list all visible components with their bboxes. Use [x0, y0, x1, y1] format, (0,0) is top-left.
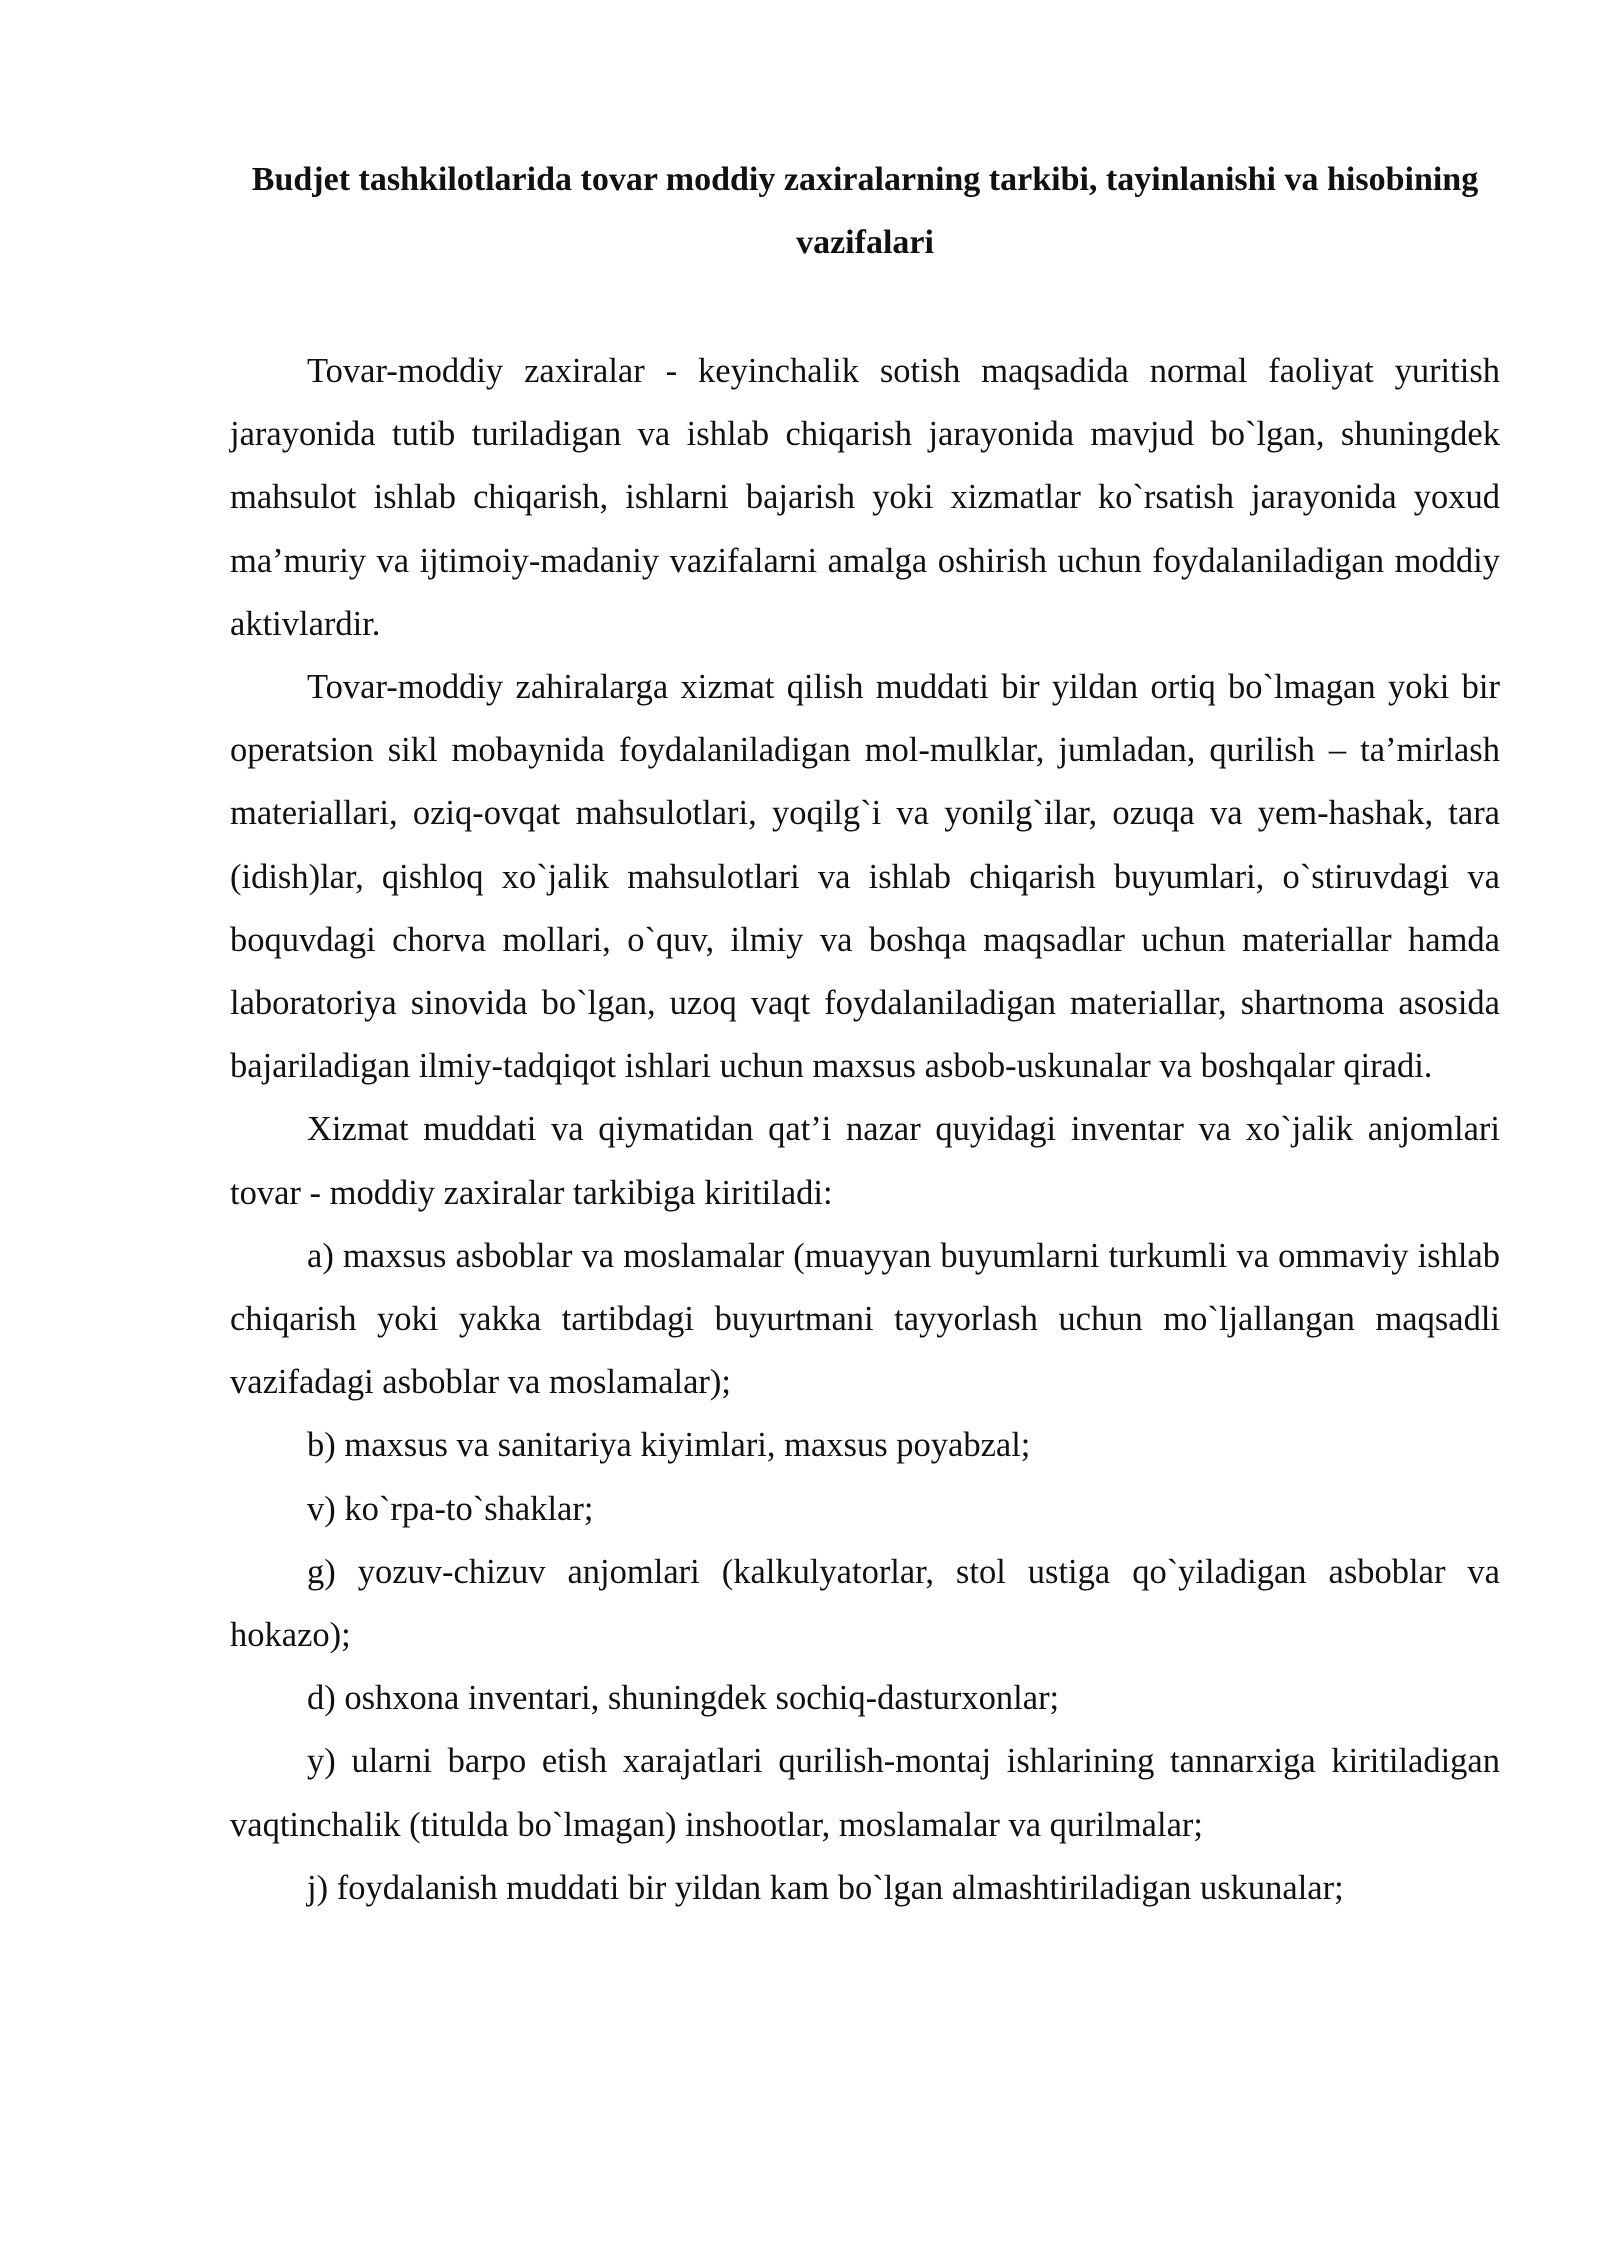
list-item-j: j) foydalanish muddati bir yildan kam bo`lgan almashtiriladigan uskunalar;: [307, 1868, 1344, 1907]
list-item-v: v) ko`rpa-to`shaklar;: [307, 1489, 594, 1528]
list-item-g: g) yozuv-chizuv anjomlari (kalkulyatorlar, stol ustiga qo`yiladigan asboblar va hokazo);: [230, 1552, 1500, 1655]
list-item-d: d) oshxona inventari, shuningdek sochiq-dasturxonlar;: [307, 1679, 1060, 1718]
paragraph-composition: Tovar-moddiy zahiralarga xizmat qilish muddati bir yildan ortiq bo`lmagan yoki bir operatsion sikl mobaynida foydalaniladigan mol-mulklar, jumladan, qurilish – ta’mirlash materiallari, oziq-ovqat mahsulotlari, yoqilg`i va yonilg`ilar, ozuqa va yem-hashak, tara (idish)lar, qishloq xo`jalik mahsulotlari va ishlab chiqarish buyumlari, o`stiruvdagi va boquvdagi chorva mollari, o`quv, ilmiy va boshqa maqsadlar uchun materiallar hamda laboratoriya sinovida bo`lgan, uzoq vaqt foydalaniladigan materiallar, shartnoma asosida bajariladigan ilmiy-tadqiqot ishlari uchun maxsus asbob-uskunalar va boshqalar qiradi.: [230, 668, 1500, 1086]
document-title: Budjet tashkilotlarida tovar moddiy zaxiralarning tarkibi, tayinlanishi va hisobining vazifalari: [251, 161, 1479, 261]
paragraph-inventory-intro: Xizmat muddati va qiymatidan qat’i nazar quyidagi inventar va xo`jalik anjomlari tovar - moddiy zaxiralar tarkibiga kiritiladi:: [230, 1110, 1500, 1212]
document-body: [230, 340, 1500, 1920]
list-item-b: b) maxsus va sanitariya kiyimlari, maxsus poyabzal;: [307, 1426, 1031, 1465]
paragraph-definition: Tovar-moddiy zaxiralar - keyinchalik sotish maqsadida normal faoliyat yuritish jarayonida tutib turiladigan va ishlab chiqarish jarayonida mavjud bo`lgan, shuningdek mahsulot ishlab chiqarish, ishlarni bajarish yoki xizmatlar ko`rsatish jarayonida yoxud ma’muriy va ijtimoiy-madaniy vazifalarni amalga oshirish uchun foydalaniladigan moddiy aktivlardir.: [230, 352, 1500, 643]
list-item-a: a) maxsus asboblar va moslamalar (muayyan buyumlarni turkumli va ommaviy ishlab chiqarish yoki yakka tartibdagi buyurtmani tayyorlash uchun mo`ljallangan maqsadli vazifadagi asboblar va moslamalar);: [230, 1236, 1500, 1402]
list-item-y: y) ularni barpo etish xarajatlari qurilish-montaj ishlarining tannarxiga kiritiladigan vaqtinchalik (titulda bo`lmagan) inshootlar, moslamalar va qurilmalar;: [230, 1742, 1500, 1844]
